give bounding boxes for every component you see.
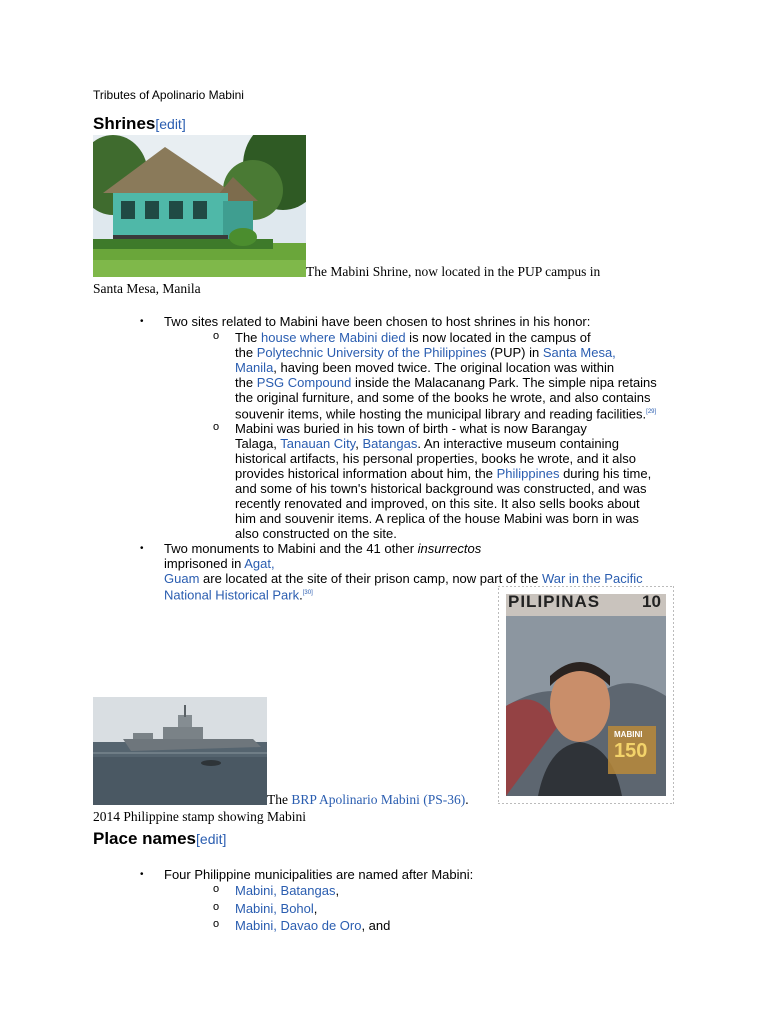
war-in-the-pacific-link[interactable]: War in the Pacific xyxy=(541,571,643,586)
mabini-shrine-photo xyxy=(93,135,306,277)
text: also constructed on the site. xyxy=(235,526,397,541)
document-title: Tributes of Apolinario Mabini xyxy=(93,88,244,102)
guam-link[interactable]: Guam xyxy=(164,571,200,586)
text: him and souvenir items. A replica of the house Mabini was born in was xyxy=(235,511,639,526)
psg-compound-link[interactable]: PSG Compound xyxy=(256,375,352,390)
text: , xyxy=(355,436,363,451)
stamp-anniversary: 150 xyxy=(614,740,648,762)
stamp-value: 10 xyxy=(642,592,661,611)
shrine-sub2-paragraph xyxy=(235,421,695,541)
santa-mesa-link[interactable]: Santa Mesa, xyxy=(542,345,616,360)
stamp-name: MABINI xyxy=(614,730,643,739)
text: , xyxy=(313,901,318,916)
batangas-link[interactable]: Batangas xyxy=(362,436,418,451)
shrines-edit-link[interactable]: [edit] xyxy=(155,116,186,132)
shrines-heading xyxy=(93,114,186,134)
text: Mabini was buried in his town of birth - what is now Barangay xyxy=(235,421,587,436)
mabini-bohol-link[interactable]: Mabini, Bohol xyxy=(235,901,314,916)
text: souvenir items, while hosting the municipal library and reading facilities. xyxy=(235,406,647,422)
brp-apolinario-mabini-link[interactable]: BRP Apolinario Mabini (PS-36) xyxy=(291,792,466,807)
tanauan-city-link[interactable]: Tanauan City xyxy=(280,436,356,451)
text: , and xyxy=(361,918,391,933)
shrine-sub1-paragraph xyxy=(235,330,695,421)
stamp-country: PILIPINAS xyxy=(508,592,601,611)
pup-link[interactable]: Polytechnic University of the Philippines xyxy=(256,345,487,360)
text: . An interactive museum containing xyxy=(417,436,619,451)
shrines-bullet1-text: Two sites related to Mabini have been chosen to host shrines in his honor: xyxy=(164,314,591,329)
sub-bullet-icon: o xyxy=(213,918,220,930)
place-names-edit-link[interactable]: [edit] xyxy=(196,831,227,847)
shrine-caption-line1: The Mabini Shrine, now located in the PUP campus in xyxy=(306,264,601,279)
text: is now located in the campus of xyxy=(405,330,591,345)
place-item xyxy=(235,918,390,933)
text: . xyxy=(465,792,469,807)
text: the original furniture, and some of the books he wrote, and also contains xyxy=(235,390,651,405)
sub-bullet-icon: o xyxy=(213,330,220,342)
sub-bullet-icon: o xyxy=(213,421,220,433)
text: Two monuments to Mabini and the 41 other xyxy=(164,541,418,556)
text: imprisoned in xyxy=(164,556,245,571)
mabini-batangas-link[interactable]: Mabini, Batangas xyxy=(235,883,336,898)
text: inside the Malacanang Park. The simple nipa retains xyxy=(351,375,657,390)
ship-caption xyxy=(267,792,469,807)
bullet-icon: • xyxy=(140,543,144,554)
shrines-heading-text: Shrines xyxy=(93,114,156,133)
text: historical artifacts, his personal properties, books he wrote, and it also xyxy=(235,451,637,466)
bullet-icon: • xyxy=(140,316,144,327)
text: the xyxy=(235,375,257,390)
text: , xyxy=(335,883,340,898)
reference-30-link[interactable]: [30] xyxy=(302,590,313,596)
bullet-icon: • xyxy=(140,869,144,880)
house-where-mabini-died-link[interactable]: house where Mabini died xyxy=(261,330,406,345)
text: recently renovated and improved, on this site. It also sells books about xyxy=(235,496,640,511)
sub-bullet-icon: o xyxy=(213,901,220,913)
national-historical-park-link[interactable]: National Historical Park xyxy=(164,587,300,603)
text: The xyxy=(267,792,292,807)
place-item xyxy=(235,883,339,898)
text: provides historical information about him, the xyxy=(235,466,497,481)
text: the xyxy=(235,345,257,360)
philippines-link[interactable]: Philippines xyxy=(496,466,560,481)
manila-link[interactable]: Manila xyxy=(235,360,274,375)
mabini-davao-de-oro-link[interactable]: Mabini, Davao de Oro xyxy=(235,918,362,933)
stamp-caption: 2014 Philippine stamp showing Mabini xyxy=(93,809,307,824)
insurrectos-text: insurrectos xyxy=(417,541,482,556)
text: , having been moved twice. The original location was within xyxy=(273,360,615,375)
place-item xyxy=(235,901,317,916)
place-names-heading xyxy=(93,829,226,849)
text: Talaga, xyxy=(235,436,281,451)
place-names-heading-text: Place names xyxy=(93,829,197,848)
text: are located at the site of their prison camp, now part of the xyxy=(199,571,542,586)
sub-bullet-icon: o xyxy=(213,883,220,895)
reference-29-link[interactable]: [29] xyxy=(646,409,657,415)
mabini-stamp-image xyxy=(498,586,674,804)
text: . xyxy=(299,587,303,603)
text: The xyxy=(235,330,262,345)
agat-link[interactable]: Agat, xyxy=(244,556,275,571)
brp-apolinario-mabini-photo xyxy=(93,697,267,805)
text: (PUP) in xyxy=(486,345,543,360)
text: and some of his town's historical background was constructed, and was xyxy=(235,481,647,496)
place-names-intro: Four Philippine municipalities are named after Mabini: xyxy=(164,867,474,882)
text: during his time, xyxy=(559,466,652,481)
shrine-caption-line2: Santa Mesa, Manila xyxy=(93,281,201,296)
